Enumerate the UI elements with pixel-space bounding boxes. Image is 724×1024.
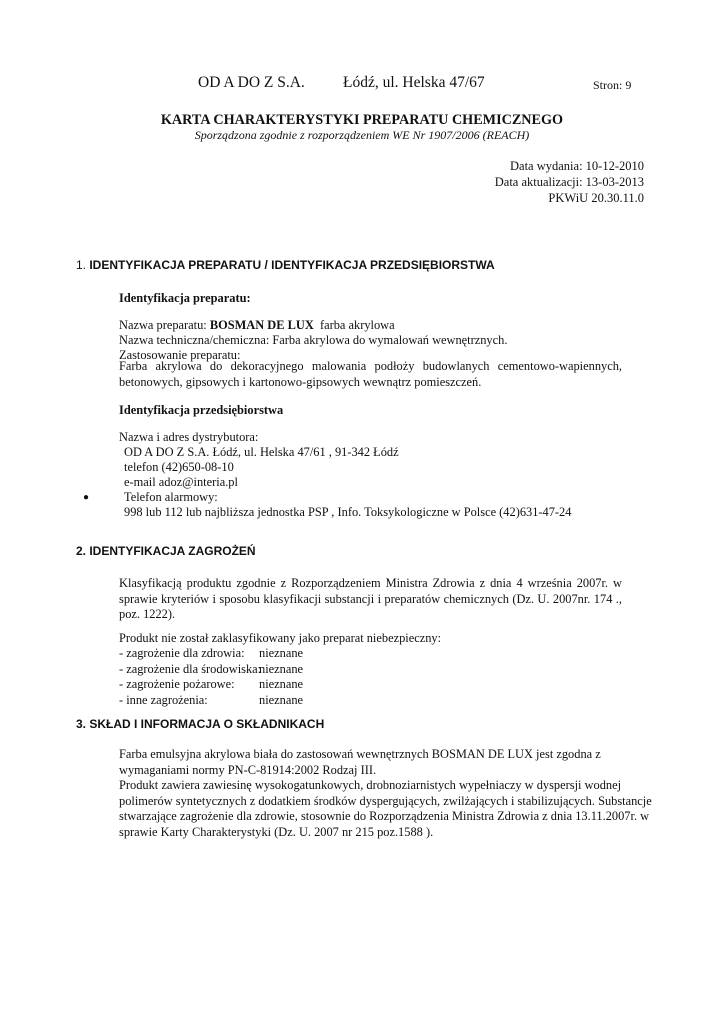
section-3-heading (76, 717, 324, 731)
composition-line: Farba emulsyjna akrylowa biała do zastosowań wewnętrznych BOSMAN DE LUX jest zgodna z (119, 747, 601, 761)
header-company: OD A DO Z S.A. (198, 74, 305, 91)
hazard-value: nieznane (259, 677, 304, 691)
hazard-label: - zagrożenie pożarowe: (119, 677, 235, 691)
hazard-row (119, 693, 303, 709)
classification-text: Klasyfikacją produktu zgodnie z Rozporządzeniem Ministra Zdrowia z dnia 4 września 2007r. w sprawie kryteriów i sposobu klasyfikacji substancji i preparatów chemicznych (Dz. U. 2007nr. 174 ., poz. 1222). (119, 576, 622, 621)
section-2-heading (76, 544, 256, 558)
composition-line: stwarzające zagrożenie dla zdrowie, stosownie do Rozporządzenia Ministra Zdrowia z dnia 13.11.2007r. w (119, 809, 650, 823)
hazard-row (119, 646, 303, 662)
technical-name: Nazwa techniczna/chemiczna: Farba akrylowa do wymalowań wewnętrznych. (119, 333, 508, 347)
hazard-list (119, 646, 303, 708)
section-2-number: 2. (76, 544, 90, 558)
hazard-value: nieznane (259, 692, 304, 707)
section-1-heading (76, 258, 495, 272)
update-date: Data aktualizacji: 13-03-2013 (494, 175, 644, 189)
usage-text: Farba akrylowa do dekoracyjnego malowania podłoży budowlanych cementowo-wapiennych, betonowych, gipsowych i kartonowo-gipsowych wewnątrz pomieszczeń. (119, 359, 622, 389)
preparation-name-label: Nazwa preparatu: (119, 318, 210, 332)
preparation-name-suffix: farba akrylowa (313, 318, 395, 332)
composition-line: polimerów syntetycznych z dodatkiem środków dyspergujących, zwilżających i stabilizujących. Substancje (119, 793, 652, 808)
page-count: Stron: 9 (593, 78, 632, 92)
preparation-id-heading: Identyfikacja preparatu: (119, 291, 251, 305)
company-id-heading: Identyfikacja przedsiębiorstwa (119, 403, 284, 417)
section-1-number: 1. (76, 258, 90, 272)
composition-line: wymaganiami normy PN-C-81914:2002 Rodzaj III. (119, 762, 377, 777)
preparation-name-value: BOSMAN DE LUX (209, 318, 314, 332)
hazard-label: - zagrożenie dla zdrowia: (119, 646, 245, 660)
section-2-title: IDENTYFIKACJA ZAGROŻEŃ (89, 544, 256, 558)
section-1-title: IDENTYFIKACJA PREPARATU / IDENTYFIKACJA PRZEDSIĘBIORSTWA (89, 258, 495, 272)
distributor-email: e-mail adoz@interia.pl (124, 475, 238, 489)
composition-line: sprawie Karty Charakterystyki (Dz. U. 2007 nr 215 poz.1588 ). (119, 824, 434, 839)
issue-date: Data wydania: 10-12-2010 (510, 159, 644, 173)
preparation-name (119, 318, 395, 334)
hazard-label: - inne zagrożenia: (119, 692, 208, 707)
section-3-number: 3. (76, 717, 90, 731)
pkwiu-code: PKWiU 20.30.11.0 (548, 191, 644, 205)
distributor-label: Nazwa i adres dystrybutora: (119, 430, 259, 444)
header-address: Łódź, ul. Helska 47/67 (343, 74, 485, 91)
hazard-label: - zagrożenie dla środowiska: (119, 661, 262, 676)
bullet-icon: ● (83, 492, 90, 503)
hazard-row (119, 677, 303, 693)
distributor-address: OD A DO Z S.A. Łódź, ul. Helska 47/61 , 91-342 Łódź (124, 445, 399, 459)
section-3-title: SKŁAD I INFORMACJA O SKŁADNIKACH (89, 717, 325, 731)
alarm-phone-text: 998 lub 112 lub najbliższa jednostka PSP , Info. Toksykologiczne w Polsce (42)631-47-24 (124, 505, 572, 519)
distributor-phone: telefon (42)650-08-10 (124, 460, 234, 474)
hazard-value: nieznane (259, 646, 304, 660)
composition-text (119, 747, 652, 840)
hazard-row (119, 662, 303, 678)
document-title: KARTA CHARAKTERYSTYKI PREPARATU CHEMICZNEGO (160, 112, 564, 128)
hazard-value: nieznane (259, 661, 304, 676)
document-subtitle: Sporządzona zgodnie z rozporządzeniem WE Nr 1907/2006 (REACH) (194, 128, 530, 142)
usage-label: Zastosowanie preparatu: (119, 348, 241, 362)
not-classified-text: Produkt nie został zaklasyfikowany jako preparat niebezpieczny: (119, 631, 442, 645)
alarm-phone-label: Telefon alarmowy: (124, 490, 218, 504)
composition-line: Produkt zawiera zawiesinę wysokogatunkowych, drobnoziarnistych wypełniaczy w dyspersji wodnej (119, 778, 622, 792)
